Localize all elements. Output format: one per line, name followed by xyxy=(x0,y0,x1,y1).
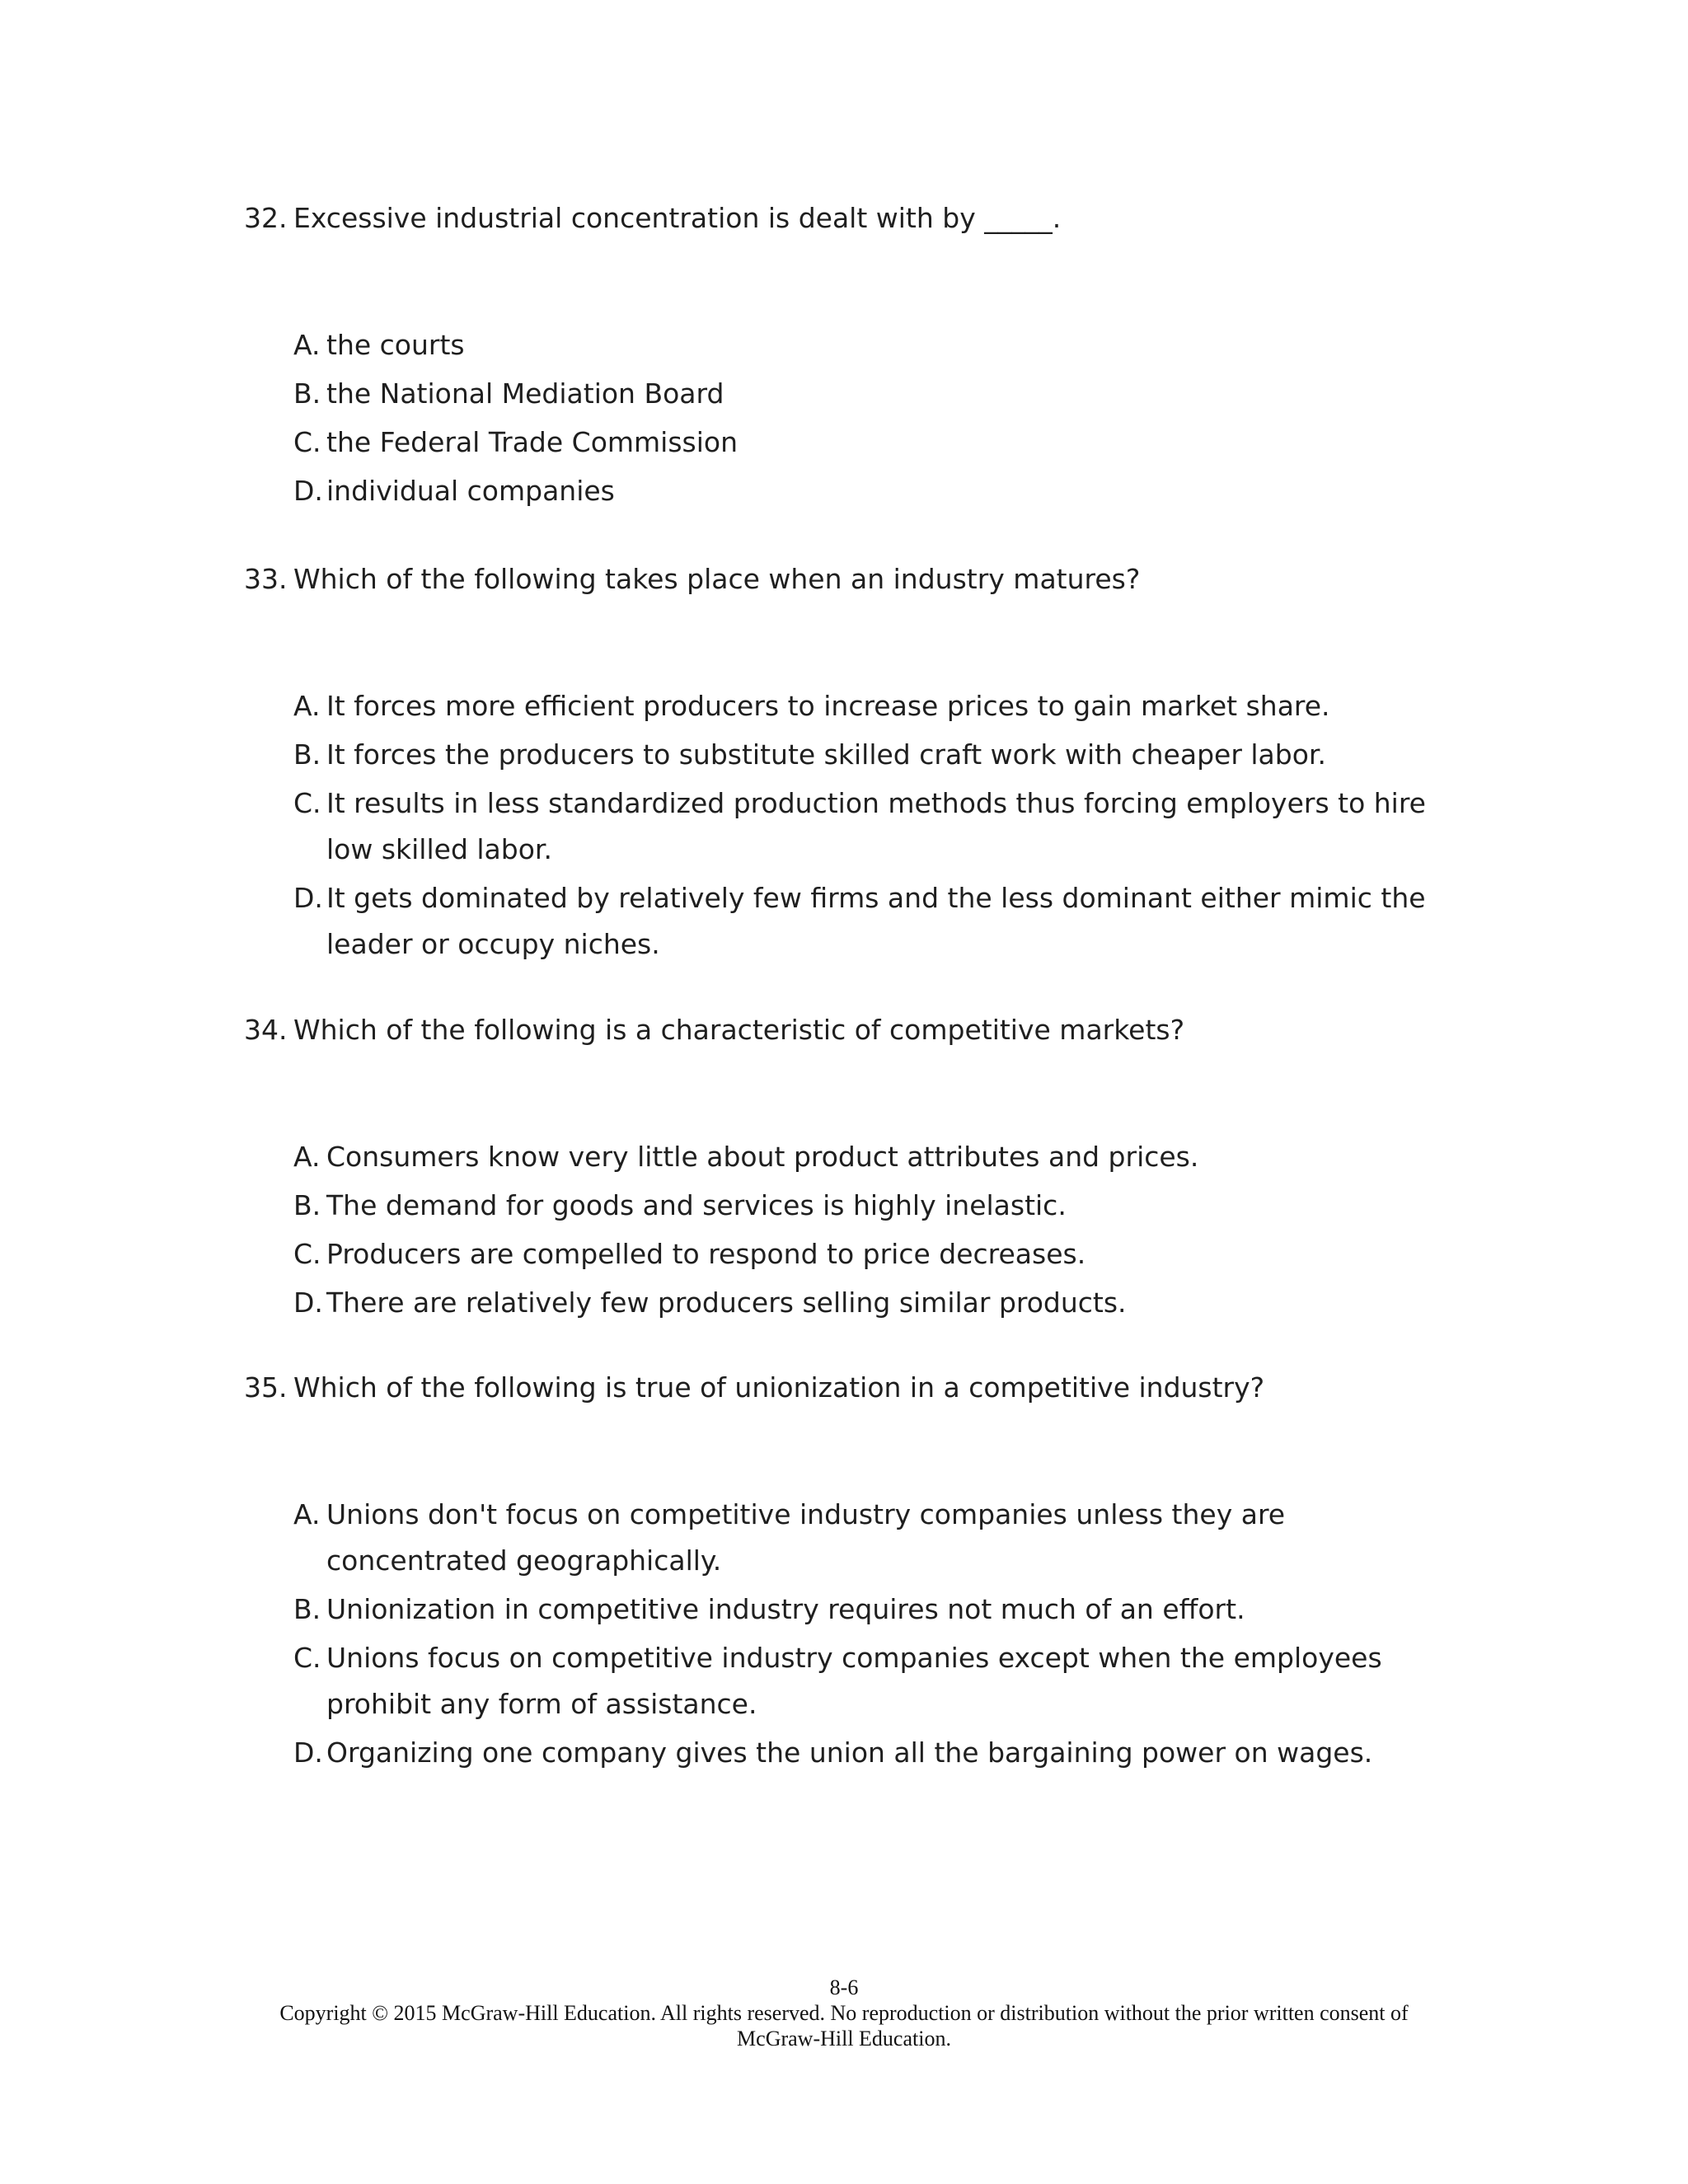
option-text: Unions focus on competitive industry companies except when the employees prohibit any form of assistance. xyxy=(326,1642,1382,1720)
page-number: 8-6 xyxy=(829,1975,859,1999)
question-32 xyxy=(244,195,1480,507)
option-a xyxy=(293,1492,1464,1584)
answer-options xyxy=(293,1492,1464,1779)
option-c xyxy=(293,419,1464,466)
question-number: 35. xyxy=(244,1371,288,1404)
question-number: 34. xyxy=(244,1014,288,1046)
option-text: Consumers know very little about product attributes and prices. xyxy=(326,1141,1199,1173)
option-b xyxy=(293,1183,1464,1229)
option-letter: B. xyxy=(293,738,321,771)
option-text: The demand for goods and services is highly inelastic. xyxy=(326,1189,1067,1221)
option-letter: A. xyxy=(293,329,321,361)
option-text: Producers are compelled to respond to price decreases. xyxy=(326,1238,1086,1270)
question-34 xyxy=(244,1007,1480,1319)
copyright-notice: Copyright © 2015 McGraw-Hill Education. All rights reserved. No reproduction or distribution without the prior written consent of McGraw-Hill Education. xyxy=(279,2001,1409,2050)
question-text: Which of the following is true of unionization in a competitive industry? xyxy=(293,1371,1265,1404)
question-text: Which of the following takes place when an industry matures? xyxy=(293,563,1141,595)
option-c xyxy=(293,780,1464,873)
option-letter: D. xyxy=(293,1286,323,1319)
option-b xyxy=(293,732,1464,778)
question-number: 32. xyxy=(244,202,288,234)
option-text: It forces more efficient producers to increase prices to gain market share. xyxy=(326,690,1330,722)
option-d xyxy=(293,1280,1464,1326)
option-a xyxy=(293,1134,1464,1180)
option-text: There are relatively few producers selling similar products. xyxy=(326,1286,1127,1319)
option-letter: C. xyxy=(293,787,321,819)
option-d xyxy=(293,875,1464,968)
option-a xyxy=(293,683,1464,729)
option-letter: A. xyxy=(293,1141,321,1173)
option-text: Unionization in competitive industry requires not much of an effort. xyxy=(326,1593,1245,1625)
option-letter: B. xyxy=(293,377,321,410)
option-letter: D. xyxy=(293,882,323,914)
option-letter: C. xyxy=(293,1238,321,1270)
option-text: It results in less standardized production methods thus forcing employers to hire low skilled labor. xyxy=(326,787,1426,865)
option-d xyxy=(293,1730,1464,1776)
option-a xyxy=(293,322,1464,368)
question-number: 33. xyxy=(244,563,288,595)
question-stem xyxy=(244,1365,1480,1411)
answer-options xyxy=(293,683,1464,970)
question-text: Which of the following is a characteristic of competitive markets? xyxy=(293,1014,1185,1046)
question-stem xyxy=(244,556,1480,602)
question-35 xyxy=(244,1365,1480,1769)
question-text: Excessive industrial concentration is dealt with by _____. xyxy=(293,202,1062,234)
option-letter: B. xyxy=(293,1189,321,1221)
option-text: the courts xyxy=(326,329,465,361)
option-c xyxy=(293,1231,1464,1277)
page-footer xyxy=(0,1975,1688,2051)
option-letter: C. xyxy=(293,426,321,458)
option-text: the National Mediation Board xyxy=(326,377,724,410)
option-text: It forces the producers to substitute skilled craft work with cheaper labor. xyxy=(326,738,1326,771)
option-letter: D. xyxy=(293,1736,323,1769)
option-letter: D. xyxy=(293,475,323,507)
option-b xyxy=(293,1586,1464,1633)
option-text: individual companies xyxy=(326,475,615,507)
option-c xyxy=(293,1635,1464,1727)
answer-options xyxy=(293,322,1464,517)
option-letter: C. xyxy=(293,1642,321,1674)
option-d xyxy=(293,468,1464,514)
option-text: Organizing one company gives the union all the bargaining power on wages. xyxy=(326,1736,1373,1769)
option-text: Unions don't focus on competitive industry companies unless they are concentrated geographically. xyxy=(326,1498,1286,1577)
option-text: the Federal Trade Commission xyxy=(326,426,738,458)
answer-options xyxy=(293,1134,1464,1329)
question-33 xyxy=(244,556,1480,960)
question-stem xyxy=(244,195,1480,241)
option-b xyxy=(293,371,1464,417)
option-letter: B. xyxy=(293,1593,321,1625)
option-letter: A. xyxy=(293,1498,321,1530)
option-letter: A. xyxy=(293,690,321,722)
option-text: It gets dominated by relatively few firms and the less dominant either mimic the leader or occupy niches. xyxy=(326,882,1426,960)
question-stem xyxy=(244,1007,1480,1053)
